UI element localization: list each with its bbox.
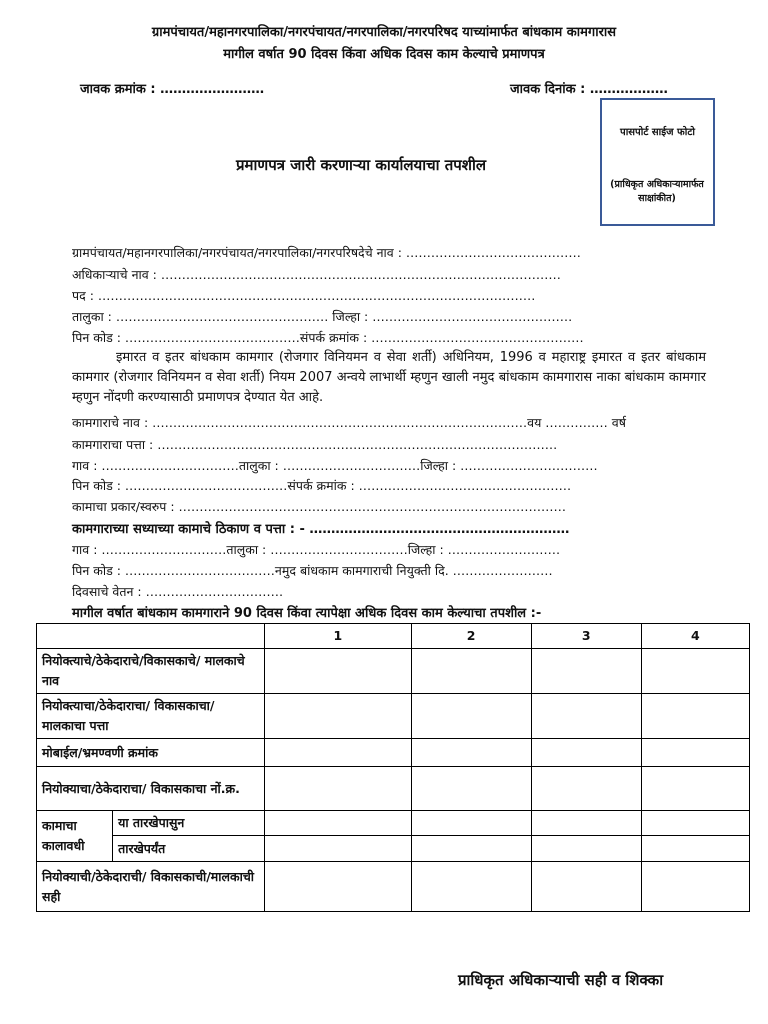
registration-cell-3[interactable] (531, 767, 641, 811)
photo-attestation-note: (प्राधिकृत अधिकाऱ्यामार्फत साक्षांकीत) (610, 179, 704, 204)
officer-name-field: अधिकाऱ्याचे नाव : …………………………………………………………………………………… (72, 267, 561, 282)
work-type-field: कामाचा प्रकार/स्वरुप : ………………………………………………………………………………… (72, 499, 567, 514)
current-work-pin-appointment-row: पिन कोड : ………………………………नमुद बांधकाम कामगाराची नियुक्ती दि. …………………… (72, 563, 553, 578)
table-row (37, 811, 750, 836)
from-date-cell-2[interactable] (411, 811, 531, 836)
mobile-cell-2[interactable] (411, 739, 531, 767)
row-label-work-period: कामाचा कालावधी (37, 811, 113, 862)
table-row (37, 836, 750, 862)
employer-address-cell-1[interactable] (265, 694, 411, 739)
from-date-cell-1[interactable] (265, 811, 411, 836)
to-date-cell-2[interactable] (411, 836, 531, 862)
photo-label: पासपोर्ट साईज फोटो (620, 127, 695, 138)
signature-cell-4[interactable] (641, 862, 749, 912)
table-header-blank (37, 624, 265, 649)
office-body-name-field: ग्रामपंचायत/महानगरपालिका/नगरपंचायत/नगरपालिका/नगरपरिषदेचे नाव : …………………………………… (72, 245, 581, 260)
work-details-table (36, 623, 750, 912)
declaration-paragraph: इमारत व इतर बांधकाम कामगार (रोजगार विनियमन व सेवा शर्ती) अधिनियम, 1996 व महाराष्ट्र इमारत व इतर बांधकाम कामगार (रोजगार विनियमन व सेवा शर्ती) नियम 2007 अन्वये लाभार्थी म्हणुन खाली नमुद बांधकाम कामगारास नाका बांधकाम कामगार म्हणुन नोंदणी करण्यासाठी प्रमाणपत्र देण्यात येत आहे. (72, 350, 706, 405)
table-header-row (37, 624, 750, 649)
from-date-cell-4[interactable] (641, 811, 749, 836)
employer-name-cell-4[interactable] (641, 649, 749, 694)
row-label-from-date: या तारखेपासुन (113, 811, 265, 836)
passport-photo-box (600, 98, 715, 226)
employer-address-cell-3[interactable] (531, 694, 641, 739)
to-date-cell-4[interactable] (641, 836, 749, 862)
worker-address-field: कामगाराचा पत्ता : …………………………………………………………………………………… (72, 437, 558, 452)
signature-cell-1[interactable] (265, 862, 411, 912)
registration-cell-1[interactable] (265, 767, 411, 811)
column-header-4: 4 (641, 624, 749, 649)
table-row (37, 739, 750, 767)
column-header-2: 2 (411, 624, 531, 649)
from-date-cell-3[interactable] (531, 811, 641, 836)
column-header-1: 1 (265, 624, 411, 649)
mobile-cell-4[interactable] (641, 739, 749, 767)
mobile-cell-3[interactable] (531, 739, 641, 767)
employer-name-cell-1[interactable] (265, 649, 411, 694)
worker-village-row: गाव : ……………………………तालुका : ……………………………जिल्हा : …………………………… (72, 458, 598, 473)
daily-wage-field: दिवसाचे वेतन : …………………………… (72, 584, 284, 599)
post-field: पद : …………………………………………………………………………………………… (72, 288, 536, 303)
work-details-table-heading: मागील वर्षात बांधकाम कामगाराने 90 दिवस किंवा त्यापेक्षा अधिक दिवस काम केल्याचा तपशील :- (72, 606, 542, 621)
employer-name-cell-2[interactable] (411, 649, 531, 694)
column-header-3: 3 (531, 624, 641, 649)
current-work-village-row: गाव : …………………………तालुका : ……………………………जिल्हा : ……………………… (72, 542, 561, 557)
outward-date: जावक दिनांक : ……………… (510, 82, 668, 97)
office-details-heading: प्रमाणपत्र जारी करणाऱ्या कार्यालयाचा तपशील (236, 156, 487, 174)
employer-name-cell-3[interactable] (531, 649, 641, 694)
office-taluka-district-field: तालुका : …………………………………………… जिल्हा : ………………………………………… (72, 309, 573, 324)
form-title-line2: मागील वर्षात 90 दिवस किंवा अधिक दिवस काम केल्याचे प्रमाणपत्र (223, 47, 545, 62)
signature-cell-2[interactable] (411, 862, 531, 912)
outward-number: जावक क्रमांक : …………………… (80, 82, 265, 97)
office-pin-contact-field: पिन कोड : ……………………………………संपर्क क्रमांक : …………………………………………… (72, 330, 584, 345)
employer-address-cell-4[interactable] (641, 694, 749, 739)
row-label-employer-signature: नियोक्याची/ठेकेदाराची/ विकासकाची/मालकाची सही (37, 862, 265, 912)
table-row (37, 694, 750, 739)
worker-name-age-field: कामगाराचे नाव : ………………………………………………………………………………वय …………… वर्ष (72, 415, 626, 430)
table-row (37, 862, 750, 912)
authorized-officer-signature: प्राधिकृत अधिकाऱ्याची सही व शिक्का (458, 971, 664, 989)
to-date-cell-3[interactable] (531, 836, 641, 862)
worker-pin-contact-field: पिन कोड : …………………………………संपर्क क्रमांक : …………………………………………… (72, 478, 572, 493)
row-label-to-date: तारखेपर्यंत (113, 836, 265, 862)
table-row (37, 767, 750, 811)
signature-cell-3[interactable] (531, 862, 641, 912)
row-label-mobile: मोबाईल/भ्रमण्वणी क्रमांक (37, 739, 265, 767)
employer-address-cell-2[interactable] (411, 694, 531, 739)
registration-cell-2[interactable] (411, 767, 531, 811)
current-work-heading: कामगाराच्या सध्याच्या कामाचे ठिकाण व पत्ता : - …………………………………………………… (72, 522, 570, 537)
row-label-employer-address: नियोक्त्याचा/ठेकेदाराचा/ विकासकाचा/ मालकाचा पत्ता (37, 694, 265, 739)
row-label-registration: नियोक्याचा/ठेकेदाराचा/ विकासकाचा नों.क्र. (37, 767, 265, 811)
mobile-cell-1[interactable] (265, 739, 411, 767)
table-row (37, 649, 750, 694)
registration-cell-4[interactable] (641, 767, 749, 811)
form-title-line1: ग्रामपंचायत/महानगरपालिका/नगरपंचायत/नगरपालिका/नगरपरिषद याच्यांमार्फत बांधकाम कामगारास (151, 25, 617, 40)
to-date-cell-1[interactable] (265, 836, 411, 862)
row-label-employer-name: नियोक्त्याचे/ठेकेदाराचे/विकासकाचे/ मालकाचे नाव (37, 649, 265, 694)
